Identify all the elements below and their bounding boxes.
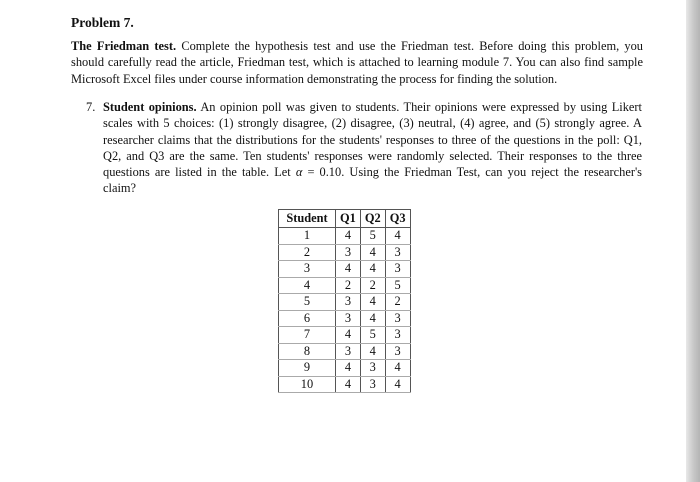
- cell-q1: 4: [336, 376, 361, 393]
- cell-q2: 4: [360, 310, 385, 327]
- question-body-end: . Using the Friedman Test, can you reject the researcher's claim?: [103, 165, 642, 196]
- table-row: [279, 310, 411, 327]
- table-row: [279, 277, 411, 294]
- header-q2: Q2: [360, 210, 385, 228]
- table-row: [279, 228, 411, 245]
- cell-student: 4: [279, 277, 336, 294]
- question-heading: Student opinions.: [103, 100, 197, 114]
- cell-q3: 4: [385, 360, 410, 377]
- cell-q3: 3: [385, 343, 410, 360]
- cell-q3: 4: [385, 228, 410, 245]
- cell-q3: 5: [385, 277, 410, 294]
- table-row: [279, 343, 411, 360]
- alpha-symbol: α: [295, 165, 303, 180]
- cell-q1: 4: [336, 228, 361, 245]
- cell-q1: 3: [336, 294, 361, 311]
- cell-q1: 3: [336, 343, 361, 360]
- cell-q2: 5: [360, 327, 385, 344]
- intro-heading: The Friedman test.: [71, 39, 177, 53]
- header-q3: Q3: [385, 210, 410, 228]
- cell-q1: 4: [336, 360, 361, 377]
- intro-text: Complete the hypothesis test and use the Friedman test. Before doing this problem, you should carefully read the article, Friedman test, which is attached to learning module 7. You can also find sample Microsoft Excel files under course information demonstrating the process for finding the solution.: [71, 39, 643, 86]
- cell-q3: 3: [385, 261, 410, 278]
- cell-q1: 3: [336, 244, 361, 261]
- question-item: [86, 99, 642, 197]
- question-text: [103, 99, 642, 197]
- cell-student: 2: [279, 244, 336, 261]
- cell-q3: 3: [385, 310, 410, 327]
- cell-q2: 4: [360, 294, 385, 311]
- cell-q1: 3: [336, 310, 361, 327]
- cell-student: 8: [279, 343, 336, 360]
- question-body: An opinion poll was given to students. Their opinions were expressed by using Likert scales with 5 choices: (1) strongly disagree, (2) disagree, (3) neutral, (4) agree, and (5) strongly agree. A researcher claims that the distributions for the students' responses to three of the questions in the poll: Q1, Q2, and Q3 are the same. Ten students' responses were randomly selected. Their responses to the three questions are listed in the table. Let: [103, 100, 642, 180]
- cell-q2: 2: [360, 277, 385, 294]
- table-row: [279, 244, 411, 261]
- cell-q3: 3: [385, 244, 410, 261]
- table-header-row: [279, 210, 411, 228]
- cell-student: 5: [279, 294, 336, 311]
- cell-q3: 2: [385, 294, 410, 311]
- cell-student: 6: [279, 310, 336, 327]
- cell-student: 1: [279, 228, 336, 245]
- alpha-value: = 0.10: [302, 165, 342, 180]
- cell-q2: 4: [360, 261, 385, 278]
- table-row: [279, 261, 411, 278]
- page-edge-shadow: [686, 0, 700, 482]
- cell-q1: 2: [336, 277, 361, 294]
- problem-title: Problem 7.: [71, 15, 134, 30]
- cell-q1: 4: [336, 327, 361, 344]
- cell-student: 9: [279, 360, 336, 377]
- cell-q2: 3: [360, 360, 385, 377]
- table-row: [279, 360, 411, 377]
- cell-q3: 3: [385, 327, 410, 344]
- cell-student: 10: [279, 376, 336, 393]
- table-row: [279, 327, 411, 344]
- cell-q2: 5: [360, 228, 385, 245]
- cell-q2: 4: [360, 244, 385, 261]
- cell-q2: 4: [360, 343, 385, 360]
- cell-q1: 4: [336, 261, 361, 278]
- cell-student: 3: [279, 261, 336, 278]
- header-q1: Q1: [336, 210, 361, 228]
- table-row: [279, 376, 411, 393]
- table-row: [279, 294, 411, 311]
- cell-q2: 3: [360, 376, 385, 393]
- cell-q3: 4: [385, 376, 410, 393]
- problem-intro: [71, 38, 643, 87]
- responses-table: [278, 209, 411, 393]
- header-student: Student: [279, 210, 336, 228]
- question-number: 7.: [86, 100, 96, 114]
- cell-student: 7: [279, 327, 336, 344]
